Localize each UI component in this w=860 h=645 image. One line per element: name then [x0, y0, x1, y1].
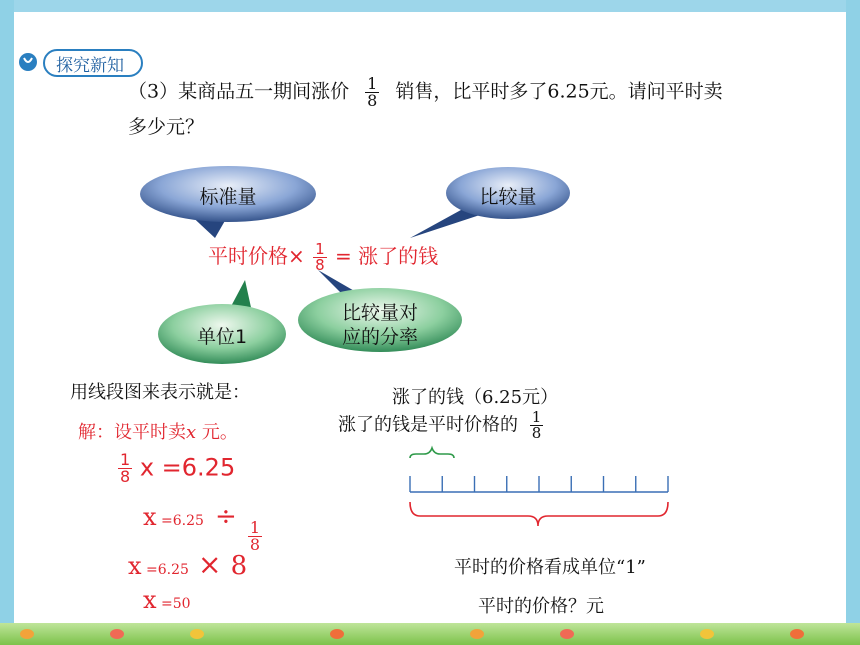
unit-label: 单位1: [196, 326, 248, 348]
diagram-intro: 用线段图来表示就是：: [70, 382, 250, 403]
formula-fraction: $\frac{1}{8}$: [315, 240, 325, 274]
problem-line2: 多少元？: [128, 116, 205, 138]
section-title: 探究新知: [56, 56, 124, 76]
eq1-fraction: $\frac{1}{8}$: [120, 450, 131, 486]
first-segment-brace: [410, 448, 454, 458]
compare-label: 比较量: [479, 186, 537, 208]
increase-label: 涨了的钱（6.25元）: [392, 387, 559, 408]
solution-setup: 解：设平时卖x 元。: [78, 422, 238, 443]
standard-label: 标准量: [199, 186, 257, 208]
equation-1: $\frac{1}{8}$ x =6.25: [120, 450, 236, 486]
formula-left: 平时价格×: [208, 244, 305, 268]
fraction-label-1: 比较量对: [341, 302, 418, 324]
problem-prefix: （3）某商品五一期间涨价: [128, 80, 350, 103]
equation-2: x =6.25 ÷ $\frac{1}{8}$: [143, 502, 261, 554]
segment-ticks: [410, 476, 668, 492]
price-question: 平时的价格？元: [478, 596, 604, 617]
diagram-fraction: $\frac{1}{8}$: [531, 408, 542, 442]
unit-one-label: 平时的价格看成单位“1”: [454, 557, 646, 578]
problem-fraction: $\frac{1}{8}$: [367, 74, 378, 110]
fraction-label-2: 应的分率: [341, 326, 418, 348]
segment-diagram: [400, 440, 680, 550]
equation-3: x =6.25 × 8: [128, 548, 248, 581]
formula-right: = 涨了的钱: [335, 244, 439, 268]
equation-4: x =50: [143, 586, 191, 614]
fraction-statement: 涨了的钱是平时价格的 $\frac{1}{8}$: [338, 408, 542, 442]
relation-formula: [208, 240, 438, 273]
whole-brace: [410, 502, 668, 526]
eq2-fraction: $\frac{1}{8}$: [249, 518, 261, 554]
problem-suffix: 销售，比平时多了6.25元。请问平时卖: [395, 80, 723, 103]
